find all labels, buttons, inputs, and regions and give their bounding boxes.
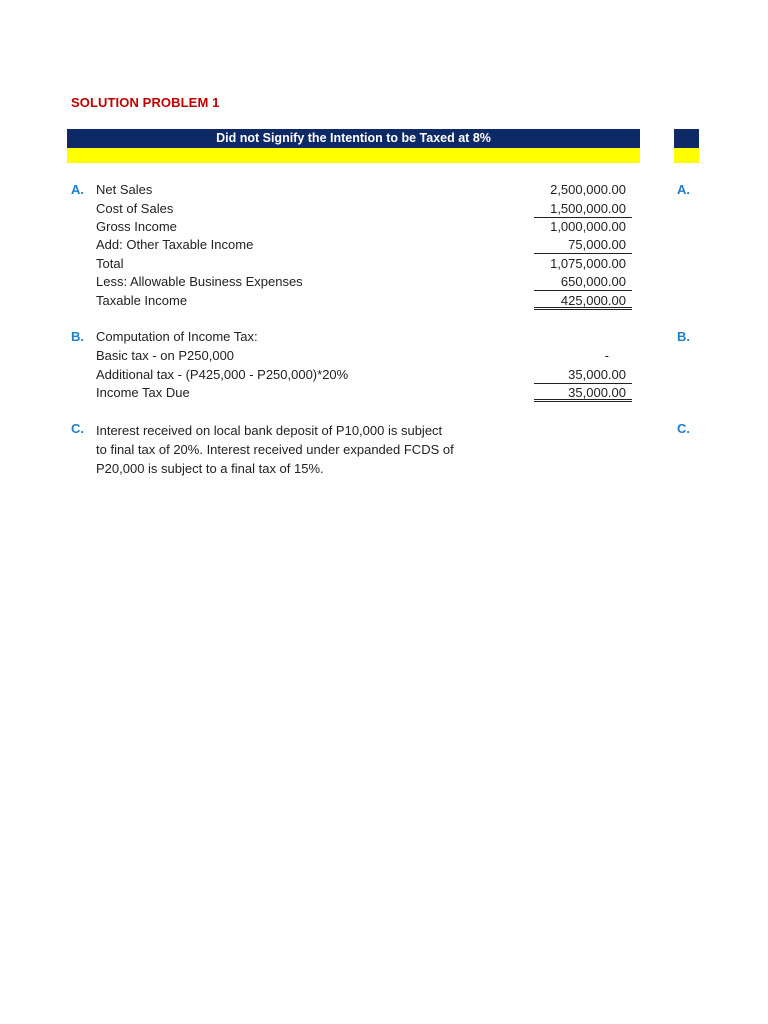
- row-amount: 1,000,000.00: [550, 219, 626, 234]
- table-row: [96, 236, 640, 254]
- row-label: Gross Income: [96, 219, 177, 234]
- row-label: Cost of Sales: [96, 201, 174, 216]
- section-c-letter: C.: [71, 421, 84, 436]
- page-title: SOLUTION PROBLEM 1: [71, 95, 220, 110]
- right-section-c-letter: C.: [677, 421, 690, 436]
- right-column-header: [674, 129, 699, 148]
- paragraph-line: Interest received on local bank deposit of P10,000 is subject: [96, 423, 443, 438]
- paragraph-line: P20,000 is subject to a final tax of 15%.: [96, 461, 324, 476]
- row-label: Basic tax - on P250,000: [96, 348, 235, 363]
- header-banner-highlight: [67, 148, 640, 163]
- section-c-text: [96, 421, 496, 478]
- table-row: [96, 273, 640, 291]
- section-a-letter: A.: [71, 182, 84, 197]
- right-section-a-letter: A.: [677, 182, 690, 197]
- row-label: Less: Allowable Business Expenses: [96, 274, 303, 289]
- table-row: [96, 328, 640, 346]
- row-label: Computation of Income Tax:: [96, 329, 258, 344]
- row-amount-total: 35,000.00: [534, 384, 632, 402]
- table-row: [96, 292, 640, 310]
- table-row: [96, 255, 640, 273]
- table-row: [96, 218, 640, 236]
- row-label: Total: [96, 256, 124, 271]
- row-label: Additional tax - (P425,000 - P250,000)*20%: [96, 367, 349, 382]
- table-row: [96, 384, 640, 402]
- row-amount-total: 425,000.00: [534, 292, 632, 310]
- table-row: [96, 181, 640, 199]
- row-label: Taxable Income: [96, 293, 188, 308]
- row-amount: -: [604, 348, 609, 363]
- table-row: [96, 200, 640, 218]
- section-b-letter: B.: [71, 329, 84, 344]
- row-label: Net Sales: [96, 182, 153, 197]
- row-amount: 2,500,000.00: [550, 182, 626, 197]
- row-amount: 1,075,000.00: [550, 256, 626, 271]
- row-amount: 1,500,000.00: [534, 200, 632, 218]
- table-row: [96, 366, 640, 384]
- row-label: Income Tax Due: [96, 385, 190, 400]
- row-amount: 75,000.00: [534, 236, 632, 254]
- table-row: [96, 347, 640, 365]
- right-column-header-highlight: [674, 148, 699, 163]
- right-section-b-letter: B.: [677, 329, 690, 344]
- row-amount: 650,000.00: [534, 273, 632, 291]
- row-amount: [534, 328, 632, 346]
- row-label: Add: Other Taxable Income: [96, 237, 254, 252]
- paragraph-line: to final tax of 20%. Interest received under expanded FCDS of: [96, 442, 454, 457]
- row-amount: 35,000.00: [534, 366, 632, 384]
- header-banner: Did not Signify the Intention to be Taxed at 8%: [67, 129, 640, 148]
